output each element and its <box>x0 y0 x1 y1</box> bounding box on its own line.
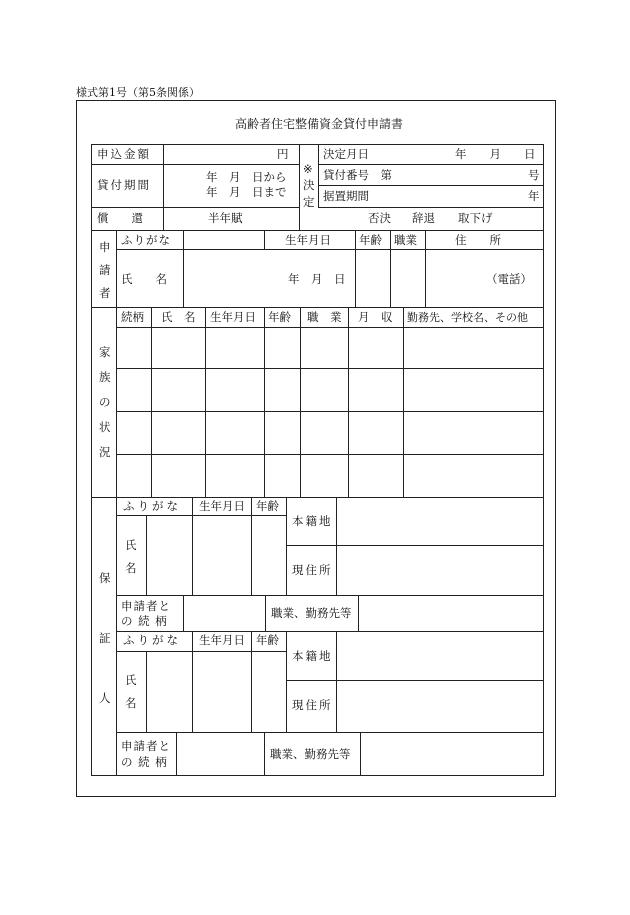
repay-label: 償 還 <box>97 211 143 225</box>
decided-date-value: 年 月 日 <box>455 147 536 161</box>
guarantor1-name-char-2: 名 <box>125 561 137 575</box>
applicant-birth-label: 生年月日 <box>285 233 331 247</box>
family-header-age: 年齢 <box>268 310 291 324</box>
applicant-name-label: 氏 名 <box>121 272 167 286</box>
period-from: 年 月 日から <box>206 170 287 184</box>
guarantor1-honseki-input[interactable] <box>338 498 543 544</box>
guarantor1-name-char-1: 氏 <box>125 538 137 552</box>
decision-char-1: 決 <box>303 178 315 192</box>
guarantor2-name-input[interactable] <box>147 652 191 731</box>
form-title: 高齢者住宅整備資金貸付申請書 <box>235 117 404 131</box>
applicant-name-input[interactable] <box>185 251 263 306</box>
cancelled-option[interactable]: 取下げ <box>458 211 493 225</box>
guarantor1-age-label: 年齢 <box>256 499 279 513</box>
family-row[interactable] <box>117 455 543 496</box>
family-header-birth: 生年月日 <box>210 310 256 324</box>
applicant-furigana-label: ふりがな <box>121 233 171 247</box>
amount-unit: 円 <box>277 147 289 161</box>
rejected-option[interactable]: 否決 <box>368 211 391 225</box>
decision-char-2: 定 <box>303 195 315 209</box>
guarantor2-furigana-label: ふりがな <box>123 633 181 647</box>
loan-number-label: 貸付番号 第 <box>323 168 392 182</box>
family-header-name: 氏 名 <box>161 310 196 324</box>
amount-label: 申込金額 <box>97 147 151 161</box>
withdrawn-option[interactable]: 辞退 <box>412 211 435 225</box>
guarantor1-address-input[interactable] <box>338 546 543 594</box>
guarantor-label-2: 証 <box>99 631 111 645</box>
deferment-label: 据置期間 <box>323 189 369 203</box>
guarantor2-birth-label: 生年月日 <box>199 633 245 647</box>
applicant-job-label: 職業 <box>394 233 417 247</box>
decided-date-label: 決定月日 <box>323 147 369 161</box>
applicant-phone-label: （電話） <box>486 272 532 286</box>
family-header-income: 月 収 <box>358 310 393 324</box>
guarantor2-address-input[interactable] <box>338 681 543 731</box>
repay-value: 半年賦 <box>208 211 243 225</box>
deferment-unit: 年 <box>528 189 540 203</box>
family-label-4: 状 <box>99 420 111 434</box>
family-label-2: 族 <box>99 370 111 384</box>
guarantor1-name-input[interactable] <box>147 516 191 594</box>
family-row[interactable] <box>117 369 543 410</box>
guarantor2-relation-line-2: の 続 柄 <box>121 755 168 769</box>
guarantor2-relation-line-1: 申請者と <box>121 739 171 753</box>
guarantor-label-1: 保 <box>99 571 111 585</box>
period-label: 貸付期間 <box>97 178 151 192</box>
guarantor1-relation-input[interactable] <box>185 596 264 630</box>
guarantor1-job-label: 職業、勤務先等 <box>271 606 352 620</box>
family-header-job: 職 業 <box>307 310 342 324</box>
guarantor2-name-char-2: 名 <box>125 696 137 710</box>
family-header-workplace: 勤務先、学校名、その他 <box>407 311 528 324</box>
guarantor2-honseki-label: 本籍地 <box>292 649 333 663</box>
guarantor-label-3: 人 <box>99 691 111 705</box>
decision-mark: ※ <box>303 162 313 176</box>
guarantor1-furigana-label: ふりがな <box>123 499 181 513</box>
guarantor2-relation-input[interactable] <box>178 733 263 775</box>
guarantor1-honseki-label: 本籍地 <box>292 514 333 528</box>
guarantor2-job-label: 職業、勤務先等 <box>270 747 351 761</box>
family-row[interactable] <box>117 412 543 453</box>
period-to: 年 月 日まで <box>206 185 287 199</box>
form-number-label: 様式第1号（第5条関係） <box>76 86 200 99</box>
family-label-3: の <box>99 395 111 409</box>
guarantor1-address-label: 現住所 <box>292 563 333 577</box>
guarantor2-honseki-input[interactable] <box>338 632 543 679</box>
guarantor2-address-label: 現住所 <box>292 698 333 712</box>
family-label-5: 況 <box>99 445 111 459</box>
applicant-age-label: 年齢 <box>359 233 382 247</box>
guarantor1-relation-line-2: の 続 柄 <box>121 614 168 628</box>
applicant-label-1: 申 <box>99 240 111 254</box>
applicant-label-3: 者 <box>99 286 111 300</box>
applicant-furigana-input[interactable] <box>185 231 263 248</box>
guarantor1-job-input[interactable] <box>360 596 543 630</box>
guarantor1-relation-line-1: 申請者と <box>121 599 171 613</box>
guarantor1-birth-label: 生年月日 <box>199 499 245 513</box>
family-label-1: 家 <box>99 345 111 359</box>
guarantor2-name-char-1: 氏 <box>125 673 137 687</box>
family-row[interactable] <box>117 328 543 367</box>
guarantor2-job-input[interactable] <box>362 733 543 775</box>
applicant-label-2: 請 <box>99 263 111 277</box>
applicant-address-label: 住 所 <box>455 233 501 247</box>
loan-number-unit: 号 <box>528 168 540 182</box>
applicant-birth-value: 年 月 日 <box>288 272 346 286</box>
family-header-relation: 続柄 <box>121 310 144 324</box>
guarantor2-age-label: 年齢 <box>256 633 279 647</box>
